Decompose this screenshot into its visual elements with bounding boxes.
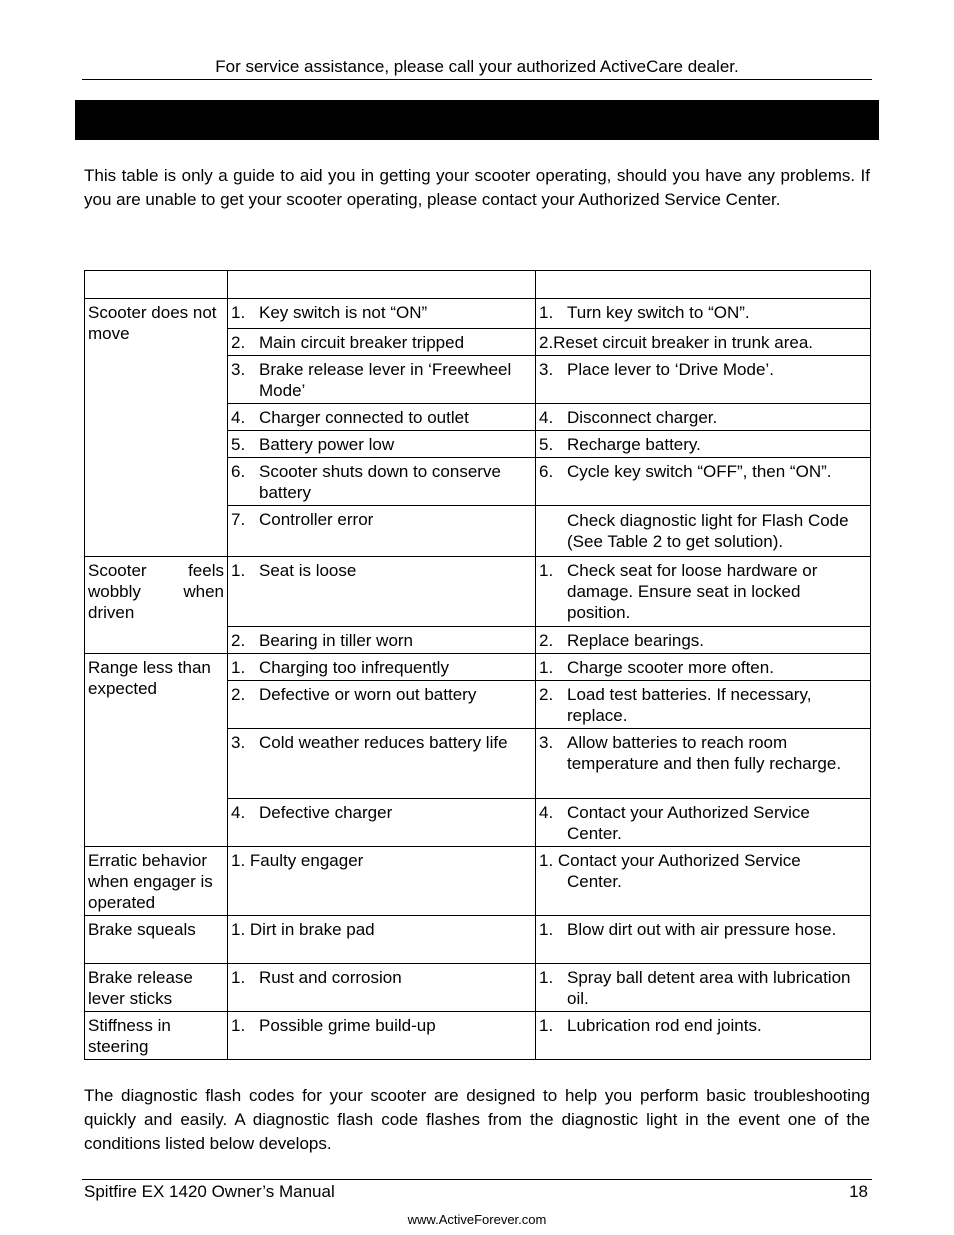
list-number: 2. <box>231 631 246 650</box>
footer-divider <box>82 1179 872 1180</box>
cause-text: 1. Faulty engager <box>231 851 364 870</box>
problem-cell: Erratic behavior when engager is operated <box>85 847 228 916</box>
solution-text: Contact your Authorized Service Center. <box>567 803 810 843</box>
list-number: 4. <box>231 803 246 822</box>
list-number: 6. <box>231 462 246 481</box>
table-row <box>85 557 871 627</box>
solution-cell <box>536 964 871 1012</box>
solution-text: Charge scooter more often. <box>567 658 774 677</box>
troubleshooting-table <box>84 270 871 1060</box>
list-number: 3. <box>539 733 554 752</box>
solution-text: 2.Reset circuit breaker in trunk area. <box>539 333 814 352</box>
header-cell-problem <box>85 271 228 299</box>
solution-text: Cycle key switch “OFF”, then “ON”. <box>567 462 832 481</box>
solution-text: Check diagnostic light for Flash Code (See Table 2 to get solution). <box>567 511 849 551</box>
list-number: 2. <box>539 631 554 650</box>
solution-cell <box>536 681 871 729</box>
solution-text: Check seat for loose hardware or damage. Ensure seat in locked position. <box>567 561 818 622</box>
cause-cell <box>228 654 536 681</box>
solution-cell <box>536 557 871 627</box>
list-number: 5. <box>231 435 246 454</box>
cause-cell <box>228 847 536 916</box>
solution-cell <box>536 916 871 964</box>
table-row <box>85 654 871 681</box>
solution-text: Turn key switch to “ON”. <box>567 303 750 322</box>
solution-cell <box>536 506 871 557</box>
list-number: 1. <box>539 920 554 939</box>
cause-text: Possible grime build-up <box>259 1016 436 1035</box>
header-cell-solution <box>536 271 871 299</box>
cause-cell <box>228 356 536 404</box>
cause-text: Battery power low <box>259 435 395 454</box>
list-number: 7. <box>231 510 246 529</box>
header-divider <box>82 79 872 80</box>
cause-text: Main circuit breaker tripped <box>259 333 465 352</box>
footer-page-number: 18 <box>849 1182 868 1201</box>
solution-text: Allow batteries to reach room temperature and then fully recharge. <box>567 733 842 773</box>
list-number: 3. <box>231 360 246 379</box>
solution-text-line1: 1. Contact your Authorized Service <box>539 851 801 870</box>
solution-text: Blow dirt out with air pressure hose. <box>567 920 837 939</box>
list-number: 4. <box>539 408 554 427</box>
cause-cell <box>228 964 536 1012</box>
problem-cell: Brake squeals <box>85 916 228 964</box>
table-row <box>85 299 871 329</box>
list-number: 1. <box>539 561 554 580</box>
cause-cell <box>228 627 536 654</box>
solution-cell <box>536 799 871 847</box>
cause-text: Defective charger <box>259 803 393 822</box>
intro-paragraph: This table is only a guide to aid you in getting your scooter operating, should you have any problems. If you are unable to get your scooter operating, please contact your Authorized Service Center. <box>84 166 870 209</box>
header-cell-cause <box>228 271 536 299</box>
cause-text: Charger connected to outlet <box>259 408 469 427</box>
list-number: 1. <box>231 303 246 322</box>
cause-text: Key switch is not “ON” <box>259 303 428 322</box>
cause-cell <box>228 916 536 964</box>
cause-text: 1. Dirt in brake pad <box>231 920 375 939</box>
list-number: 2. <box>539 685 554 704</box>
list-number: 1. <box>539 303 554 322</box>
cause-cell <box>228 404 536 431</box>
list-number: 2. <box>231 685 246 704</box>
list-number: 1. <box>539 1016 554 1035</box>
solution-text-line2: Center. <box>567 872 622 891</box>
list-number: 4. <box>539 803 554 822</box>
list-number: 3. <box>539 360 554 379</box>
solution-cell <box>536 1012 871 1060</box>
cause-text: Defective or worn out battery <box>259 685 477 704</box>
solution-text: Place lever to ‘Drive Mode’. <box>567 360 774 379</box>
problem-cell: Scooter feels wobbly when driven <box>85 557 228 654</box>
table-header-row <box>85 271 871 299</box>
cause-text: Controller error <box>259 510 374 529</box>
footer-website: www.ActiveForever.com <box>407 1212 547 1227</box>
solution-cell <box>536 356 871 404</box>
solution-cell <box>536 847 871 916</box>
cause-cell <box>228 729 536 799</box>
cause-cell <box>228 458 536 506</box>
solution-text: Disconnect charger. <box>567 408 718 427</box>
list-number: 1. <box>231 658 246 677</box>
list-number: 1. <box>539 968 554 987</box>
solution-text: Recharge battery. <box>567 435 701 454</box>
solution-text: Spray ball detent area with lubrication oil. <box>567 968 851 1008</box>
solution-cell <box>536 654 871 681</box>
cause-cell <box>228 557 536 627</box>
solution-text: Lubrication rod end joints. <box>567 1016 762 1035</box>
list-number: 2. <box>231 333 246 352</box>
cause-cell <box>228 1012 536 1060</box>
table-row <box>85 1012 871 1060</box>
outro-paragraph: The diagnostic flash codes for your scooter are designed to help you perform basic troubleshooting quickly and easily. A diagnostic flash code flashes from the diagnostic light in the event one of the conditions listed below develops. <box>84 1086 870 1153</box>
table-row <box>85 916 871 964</box>
cause-cell <box>228 329 536 356</box>
list-number: 4. <box>231 408 246 427</box>
cause-text: Cold weather reduces battery life <box>259 733 508 752</box>
solution-cell <box>536 627 871 654</box>
problem-cell: Scooter does not move <box>85 299 228 557</box>
list-number <box>539 510 567 552</box>
problem-cell: Range less than expected <box>85 654 228 847</box>
solution-cell <box>536 431 871 458</box>
cause-cell <box>228 681 536 729</box>
cause-cell <box>228 431 536 458</box>
cause-text: Seat is loose <box>259 561 357 580</box>
cause-text: Charging too infrequently <box>259 658 449 677</box>
list-number: 5. <box>539 435 554 454</box>
problem-cell: Brake release lever sticks <box>85 964 228 1012</box>
cause-text: Rust and corrosion <box>259 968 402 987</box>
list-number: 1. <box>231 561 246 580</box>
problem-cell: Stiffness in steering <box>85 1012 228 1060</box>
list-number: 1. <box>231 1016 246 1035</box>
footer-manual-title: Spitfire EX 1420 Owner’s Manual <box>84 1182 335 1201</box>
table-row <box>85 847 871 916</box>
table-row <box>85 964 871 1012</box>
solution-cell <box>536 299 871 329</box>
list-number: 1. <box>539 658 554 677</box>
cause-cell <box>228 299 536 329</box>
section-title-bar <box>75 100 879 140</box>
list-number: 3. <box>231 733 246 752</box>
cause-cell <box>228 799 536 847</box>
list-number: 1. <box>231 968 246 987</box>
solution-cell <box>536 329 871 356</box>
page-header: For service assistance, please call your authorized ActiveCare dealer. <box>215 57 739 76</box>
list-number: 6. <box>539 462 554 481</box>
cause-text: Scooter shuts down to conserve battery <box>259 462 501 502</box>
solution-cell <box>536 729 871 799</box>
solution-text: Load test batteries. If necessary, replace. <box>567 685 812 725</box>
cause-cell <box>228 506 536 557</box>
cause-text: Bearing in tiller worn <box>259 631 414 650</box>
cause-text: Brake release lever in ‘Freewheel Mode’ <box>259 360 512 400</box>
solution-cell <box>536 458 871 506</box>
solution-cell <box>536 404 871 431</box>
solution-text: Replace bearings. <box>567 631 705 650</box>
